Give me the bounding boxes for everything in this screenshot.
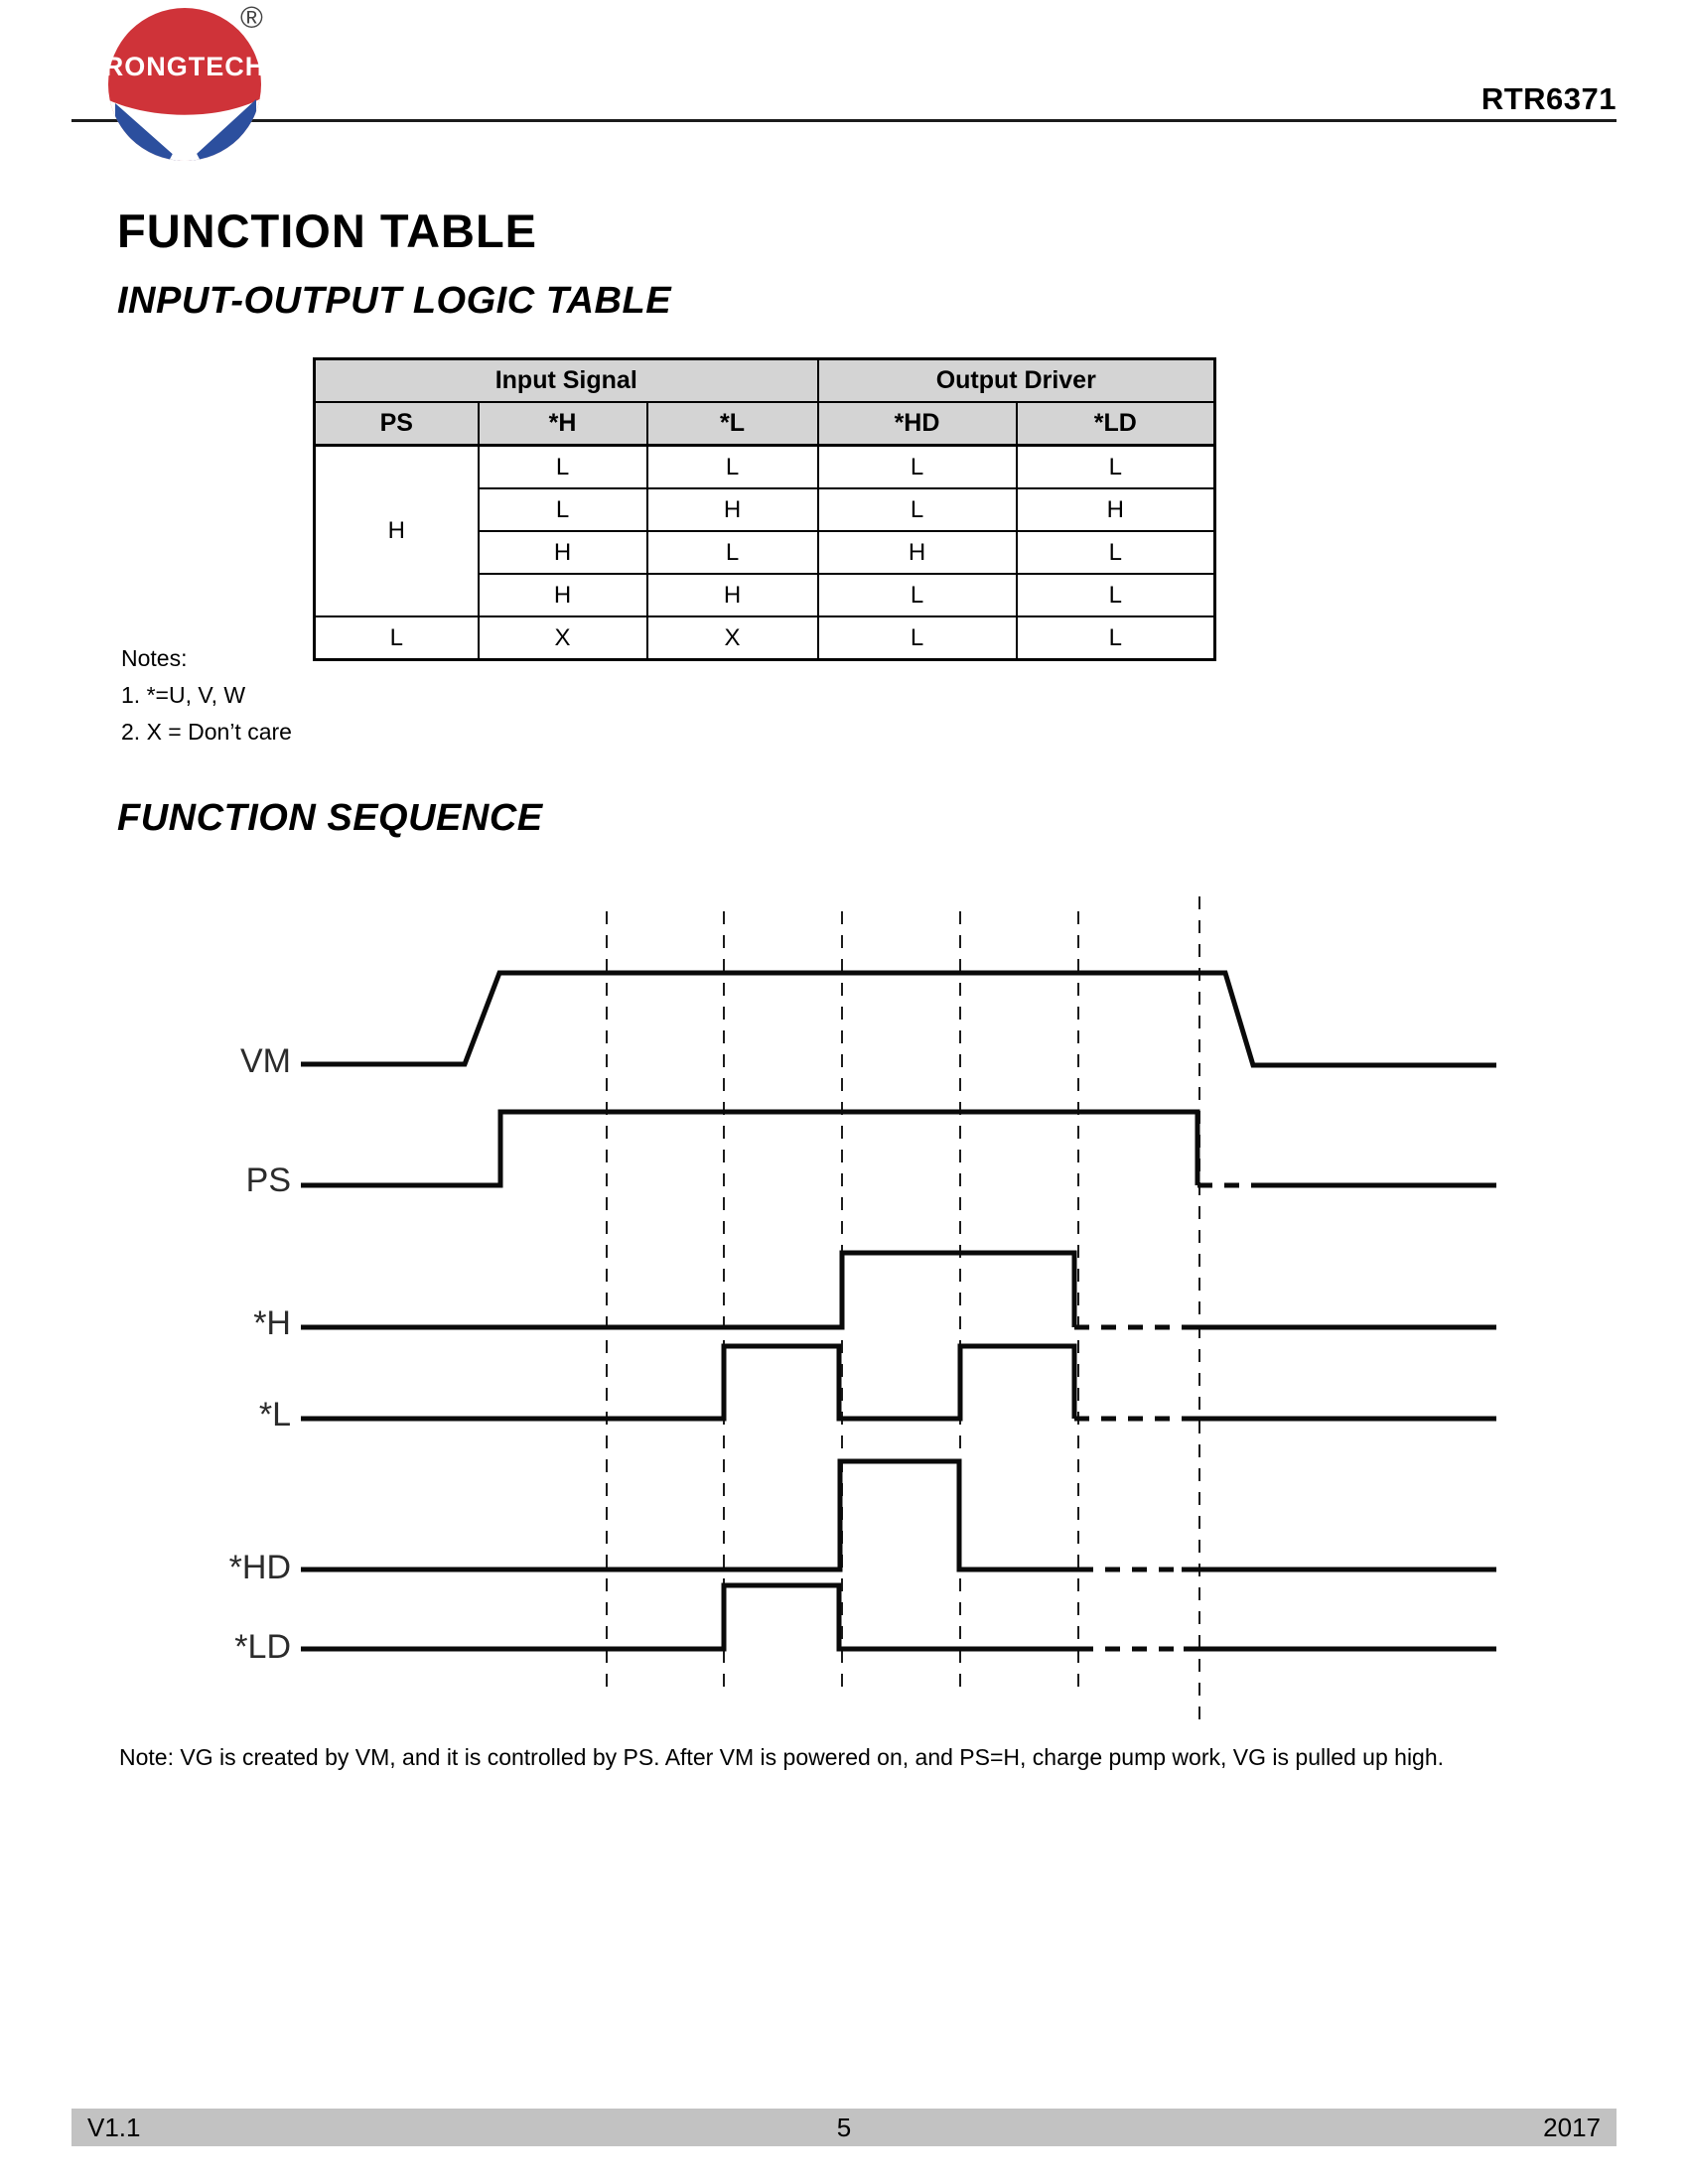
column-header-ld: *LD — [1017, 402, 1215, 446]
group-header-output-driver: Output Driver — [818, 359, 1215, 403]
cell: H — [479, 574, 647, 616]
footer-version: V1.1 — [87, 2113, 141, 2142]
column-header-l: *L — [647, 402, 818, 446]
page-title: RTR6371 — [1480, 81, 1617, 116]
signal-label-hd: *HD — [228, 1549, 291, 1586]
cell: X — [479, 616, 647, 660]
table-row — [315, 616, 1215, 660]
cell: L — [818, 488, 1017, 531]
cell: L — [1017, 446, 1215, 489]
cell: L — [647, 531, 818, 574]
cell: L — [1017, 531, 1215, 574]
column-header-hd: *HD — [818, 402, 1017, 446]
cell: L — [479, 446, 647, 489]
signal-label-vm: VM — [240, 1042, 291, 1080]
cell: L — [1017, 574, 1215, 616]
footer-year: 2017 — [1543, 2113, 1601, 2142]
signal-label-ld: *LD — [234, 1628, 291, 1666]
timing-diagram — [139, 884, 1519, 1737]
note-item: 2. X = Don’t care — [121, 719, 292, 745]
waveform-h — [301, 1253, 1074, 1327]
cell: H — [1017, 488, 1215, 531]
table-row — [315, 446, 1215, 489]
notes-block — [121, 640, 292, 751]
cell-ps-h: H — [315, 446, 479, 617]
cell: L — [479, 488, 647, 531]
group-header-input-signal: Input Signal — [315, 359, 818, 403]
waveform-l — [301, 1346, 1074, 1419]
registered-trademark-icon: ® — [240, 0, 263, 35]
company-logo — [70, 0, 278, 169]
table-column-header-row — [315, 402, 1215, 446]
cell: H — [647, 488, 818, 531]
waveform-ps — [301, 1112, 1197, 1185]
cell: L — [818, 446, 1017, 489]
note-item: 1. *=U, V, W — [121, 682, 246, 708]
waveform-vm — [301, 973, 1496, 1065]
footer-page-number: 5 — [836, 2113, 852, 2142]
cell: L — [818, 574, 1017, 616]
time-marker-lines — [607, 896, 1199, 1719]
cell: L — [647, 446, 818, 489]
cell-ps-l: L — [315, 616, 479, 660]
cell: H — [647, 574, 818, 616]
cell: L — [818, 616, 1017, 660]
cell: H — [479, 531, 647, 574]
footer-bar — [71, 2109, 1617, 2146]
waveform-ld — [301, 1585, 1078, 1649]
column-header-h: *H — [479, 402, 647, 446]
cell: H — [818, 531, 1017, 574]
signal-label-ps: PS — [245, 1161, 291, 1199]
notes-label: Notes: — [121, 645, 188, 671]
logo-brand-text: RONGTECH — [103, 52, 266, 81]
column-header-ps: PS — [315, 402, 479, 446]
section-title-function-table: FUNCTION TABLE — [117, 205, 538, 257]
signal-label-l: *L — [258, 1396, 291, 1433]
table-group-header-row — [315, 359, 1215, 403]
subsection-title-logic-table: INPUT-OUTPUT LOGIC TABLE — [117, 280, 672, 322]
logic-table — [313, 357, 1216, 661]
sequence-note: Note: VG is created by VM, and it is controlled by PS. After VM is powered on, and PS=H, charge pump work, VG is pulled up high. — [119, 1744, 1445, 1770]
signal-label-h: *H — [253, 1304, 291, 1342]
cell: X — [647, 616, 818, 660]
cell: L — [1017, 616, 1215, 660]
section-title-function-sequence: FUNCTION SEQUENCE — [117, 797, 543, 839]
header-rule — [71, 119, 1617, 122]
waveform-hd — [301, 1461, 1078, 1570]
